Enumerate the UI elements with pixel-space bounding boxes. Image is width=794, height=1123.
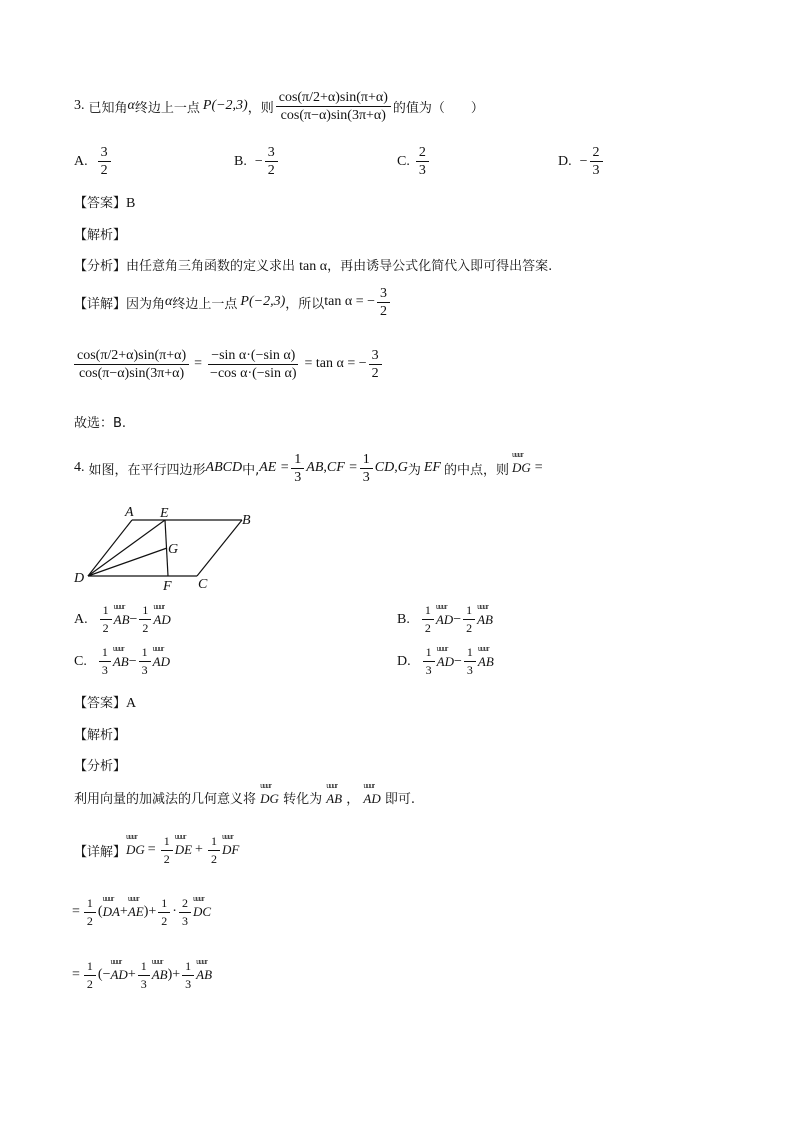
q4-fenxi-b: 转化为 [283, 792, 323, 807]
q3-tan-frac-num: 3 [377, 286, 390, 303]
q3-fenxi-line [74, 255, 552, 275]
q4-answer: A [126, 696, 137, 711]
q3-detail-text-c: ，所以 [285, 296, 325, 312]
q4-l2-frac1-num: 1 [84, 896, 96, 913]
q4-l1-v2: uuur DF [222, 842, 239, 858]
q4-option-b-frac1 [422, 603, 434, 636]
q3-alpha: α [127, 98, 135, 113]
q3-stem-a: 已知角 [88, 100, 128, 116]
q4-option-c-num2: 1 [139, 645, 151, 662]
q3-option-a-num: 3 [98, 145, 111, 162]
q3-fenxi-text-b: ，再由诱导公式化简代入即可得出答案. [327, 259, 553, 274]
q3-answer: B [126, 196, 136, 211]
q4-g: G [397, 460, 408, 475]
q3-tan-eq: tan α = − [324, 294, 375, 309]
q3-tan-frac [377, 286, 390, 319]
q3-option-b-num: 3 [265, 145, 278, 162]
q3-result: = tan α = − [304, 356, 367, 371]
q4-option-d-frac2 [464, 645, 476, 678]
q4-option-d-num1: 1 [423, 645, 435, 662]
q4-l1-frac2-den: 2 [210, 851, 217, 866]
q4-detail-line3: = $\frac{1}{2}$ (− uuur AD + $\frac{1}{3}$ uuur AB )+ $\frac{1}{3}$ uuur AB [72, 955, 212, 995]
q3-option-b-den: 2 [267, 163, 275, 178]
q4-ef: EF [423, 460, 441, 475]
q4-option-d-vec1: uuur AD [437, 654, 454, 670]
q4-option-b-vec2: uuur AB [477, 612, 493, 628]
q4-fenxi-d: 即可. [384, 792, 416, 807]
q4-option-b[interactable]: B. $\frac{1}{2}$ uuur AD − $\frac{1}{2}$ uuur AB [397, 603, 493, 636]
q4-l3-frac3 [182, 959, 194, 992]
q4-l1-frac2-num: 1 [208, 834, 220, 851]
q4-option-b-vec1: uuur AD [436, 612, 453, 628]
label-g: G [168, 542, 179, 557]
q4-detail-tag: 【详解】 [74, 844, 127, 860]
q4-l3-frac2-den: 3 [140, 976, 147, 991]
q4-l1-frac2 [208, 834, 220, 867]
q3-tan-frac-den: 2 [379, 303, 387, 319]
q3-option-b[interactable] [234, 145, 280, 178]
q4-fenxi-ad: uuur AD [363, 791, 380, 807]
q4-option-d-num2: 1 [464, 645, 476, 662]
q3-big-num: cos(π/2+α)sin(π+α) [74, 348, 189, 365]
q3-eq-sign: = [194, 356, 203, 371]
q4-l2-v3: uuur DC [193, 904, 211, 920]
q4-option-a-frac2 [139, 603, 151, 636]
q4-option-b-num2: 1 [463, 603, 475, 620]
q4-fenxi-ab: uuur AB [326, 791, 342, 807]
q3-options [74, 145, 634, 185]
q3-result-frac [369, 348, 382, 381]
q4-l3-v1: uuur AD [110, 967, 127, 983]
q4-answer-tag: 【答案】 [74, 696, 127, 711]
q4-l1-frac1-den: 2 [163, 851, 170, 866]
q4-option-a-den2: 2 [142, 621, 149, 635]
q4-l2-v2: uuur AE [128, 904, 144, 920]
q4-stem-d: 的中点，则 [443, 462, 509, 478]
q4-fenxi-line [74, 788, 415, 807]
q4-option-a-den1: 2 [102, 621, 109, 635]
q3-detail-line [74, 282, 392, 322]
q3-analysis-tag: 【解析】 [74, 228, 127, 243]
q4-l2-frac3-den: 3 [181, 913, 188, 928]
q4-option-a-label: A. [74, 611, 88, 627]
q3-option-c-num: 2 [416, 145, 429, 162]
label-f: F [163, 579, 172, 594]
q4-number: 4. [74, 460, 85, 475]
segment-dg [88, 548, 167, 576]
q4-option-d-frac1 [423, 645, 435, 678]
q4-l2-frac2-num: 1 [158, 896, 170, 913]
q3-derivation [72, 334, 384, 394]
q4-stem-c: 为 [407, 462, 421, 478]
q4-fenxi-dg: uuur DG [260, 791, 279, 807]
q3-option-b-frac [265, 145, 278, 178]
q4-option-a[interactable]: A. $\frac{1}{2}$ uuur AB − $\frac{1}{2}$ uuur AD [74, 603, 171, 636]
q3-big-fraction [74, 348, 189, 381]
q3-conclusion: 故选：B. [74, 416, 127, 431]
q4-l1-lhs: uuur DG [126, 842, 145, 858]
q4-option-b-frac2 [463, 603, 475, 636]
q3-result-den: 2 [371, 365, 379, 381]
q3-stem-c: ，则 [247, 100, 274, 116]
label-d: D [74, 571, 85, 586]
q3-option-c-label: C. [397, 153, 410, 169]
label-a: A [125, 505, 134, 520]
q4-option-c-frac1 [99, 645, 111, 678]
parallelogram-figure [70, 500, 270, 595]
q3-fraction [276, 90, 391, 123]
q3-detail-text-b: 终边上一点 [172, 296, 238, 312]
q3-fenxi-text-a: 由任意角三角函数的定义求出 [126, 259, 296, 274]
q4-l3-frac3-num: 1 [182, 959, 194, 976]
q3-mid-num: −sin α·(−sin α) [208, 348, 298, 365]
q4-fenxi-a: 利用向量的加减法的几何意义将 [74, 792, 257, 807]
q3-point: P(−2,3) [202, 98, 248, 113]
q4-option-a-num2: 1 [139, 603, 151, 620]
q3-option-d-den: 3 [592, 163, 600, 178]
q3-fraction-den: cos(π−α)sin(3π+α) [280, 107, 386, 123]
q3-option-b-label: B. [234, 153, 247, 169]
q4-ab: AB [306, 460, 324, 475]
q4-fenxi-c: ， [346, 792, 360, 807]
q4-option-b-den2: 2 [466, 621, 473, 635]
q3-number: 3. [74, 98, 85, 113]
q3-detail-alpha: α [165, 294, 173, 309]
q4-option-c-vec1: uuur AB [113, 654, 129, 670]
q3-option-d[interactable] [558, 145, 605, 178]
q4-option-c-vec2: uuur AD [153, 654, 170, 670]
q4-l1-frac1-num: 1 [161, 834, 173, 851]
q3-answer-tag: 【答案】 [74, 196, 127, 211]
q4-frac-1-den: 3 [294, 469, 302, 485]
q4-stem-a: 如图，在平行四边形 [88, 462, 206, 478]
q3-option-d-frac [590, 145, 603, 178]
q4-option-a-vec1: uuur AB [114, 612, 130, 628]
q3-option-c[interactable] [397, 145, 431, 178]
q3-result-num: 3 [369, 348, 382, 365]
q4-l1-v1: uuur DE [175, 842, 192, 858]
q4-option-c-num1: 1 [99, 645, 111, 662]
q4-l3-frac3-den: 3 [185, 976, 192, 991]
q3-option-d-sign: − [579, 153, 588, 169]
q4-l3-v3: uuur AB [196, 967, 212, 983]
q4-option-b-label: B. [397, 611, 410, 627]
q3-fenxi-tan: tan α [299, 259, 328, 274]
q4-option-a-frac1 [100, 603, 112, 636]
q3-stem-d: 的值为（ ） [392, 100, 484, 116]
q3-detail-point: P(−2,3) [240, 294, 286, 309]
q4-option-d-label: D. [397, 653, 411, 669]
q4-frac-2 [360, 452, 373, 485]
q3-option-a[interactable] [74, 145, 113, 178]
q3-option-a-den: 2 [100, 163, 108, 178]
q4-l1-frac1 [161, 834, 173, 867]
q4-l3-frac1 [84, 959, 96, 992]
q4-stem-b: 中, [242, 462, 260, 478]
q3-mid-den: −cos α·(−sin α) [210, 365, 297, 381]
q3-big-den: cos(π−α)sin(3π+α) [78, 365, 185, 381]
q3-option-a-frac [98, 145, 111, 178]
q3-detail-tag: 【详解】 [74, 296, 127, 312]
q4-dg-vector: uuur DG [512, 460, 531, 476]
q4-l2-frac2-den: 2 [161, 913, 168, 928]
q3-option-c-frac [416, 145, 429, 178]
q3-option-c-den: 3 [418, 163, 426, 178]
q4-l3-frac2 [138, 959, 150, 992]
q4-frac-2-den: 3 [362, 469, 370, 485]
label-c: C [198, 577, 208, 592]
q4-option-d-den2: 3 [466, 663, 473, 677]
q4-stem: 4. 如图，在平行四边形 ABCD 中, AE = $\frac{1}{3}$ AB , CF = $\frac{1}{3}$ CD , G 为 EF 的中点，则 uuur DG = [74, 448, 543, 488]
q4-l2-frac2 [158, 896, 170, 929]
q4-option-c-den2: 3 [141, 663, 148, 677]
q3-fraction-num: cos(π/2+α)sin(π+α) [276, 90, 391, 107]
q4-abcd: ABCD [205, 460, 243, 475]
q4-l2-frac3-num: 2 [179, 896, 191, 913]
q4-frac-2-num: 1 [360, 452, 373, 469]
q4-detail-line1: 【详解】 uuur DG = $\frac{1}{2}$ uuur DE + $\frac{1}{2}$ uuur DF [74, 830, 239, 870]
q4-l3-v2: uuur AB [152, 967, 168, 983]
q4-option-a-num1: 1 [100, 603, 112, 620]
q3-mid-fraction [207, 348, 299, 381]
q3-stem-b: 终边上一点 [134, 100, 200, 116]
q4-l3-frac1-num: 1 [84, 959, 96, 976]
q4-cd: CD [374, 460, 395, 475]
segment-de [88, 520, 165, 576]
q4-option-d-vec2: uuur AB [478, 654, 494, 670]
q4-option-c-den1: 3 [101, 663, 108, 677]
q4-frac-1 [291, 452, 304, 485]
q4-options [74, 603, 514, 683]
q4-option-a-vec2: uuur AD [153, 612, 170, 628]
q3-detail-text-a: 因为角 [126, 296, 166, 312]
q4-eq: = [534, 460, 543, 475]
edge-bc [197, 520, 242, 576]
q3-option-d-num: 2 [590, 145, 603, 162]
q4-l2-frac3 [179, 896, 191, 929]
q4-l3-frac2-num: 1 [138, 959, 150, 976]
q4-detail-line2: = $\frac{1}{2}$ ( uuur DA + uuur AE )+ $\frac{1}{2}$ · $\frac{2}{3}$ uuur DC [72, 892, 211, 932]
q4-fenxi-tag: 【分析】 [74, 759, 127, 774]
q4-l2-frac1-den: 2 [86, 913, 93, 928]
q4-option-b-den1: 2 [424, 621, 431, 635]
q3-answer-line [74, 192, 135, 212]
q4-option-d[interactable]: D. $\frac{1}{3}$ uuur AD − $\frac{1}{3}$ uuur AB [397, 645, 494, 678]
q4-option-d-den1: 3 [425, 663, 432, 677]
q4-option-c[interactable]: C. $\frac{1}{3}$ uuur AB − $\frac{1}{3}$ uuur AD [74, 645, 170, 678]
q3-option-b-sign: − [254, 153, 263, 169]
q4-option-c-label: C. [74, 653, 87, 669]
q4-frac-1-num: 1 [291, 452, 304, 469]
q4-ae: AE = [259, 460, 290, 475]
q4-cf: CF = [326, 460, 358, 475]
q3-option-a-label: A. [74, 153, 88, 169]
label-e: E [160, 506, 169, 521]
q4-l3-frac1-den: 2 [86, 976, 93, 991]
q4-analysis-tag: 【解析】 [74, 728, 127, 743]
q4-option-c-frac2 [139, 645, 151, 678]
q3-fenxi-tag: 【分析】 [74, 259, 127, 274]
q3-option-d-label: D. [558, 153, 572, 169]
q4-l2-frac1 [84, 896, 96, 929]
label-b: B [242, 513, 251, 528]
q4-l2-v1: uuur DA [103, 904, 120, 920]
q4-answer-line [74, 692, 136, 712]
q3-stem [74, 78, 484, 134]
q4-option-b-num1: 1 [422, 603, 434, 620]
